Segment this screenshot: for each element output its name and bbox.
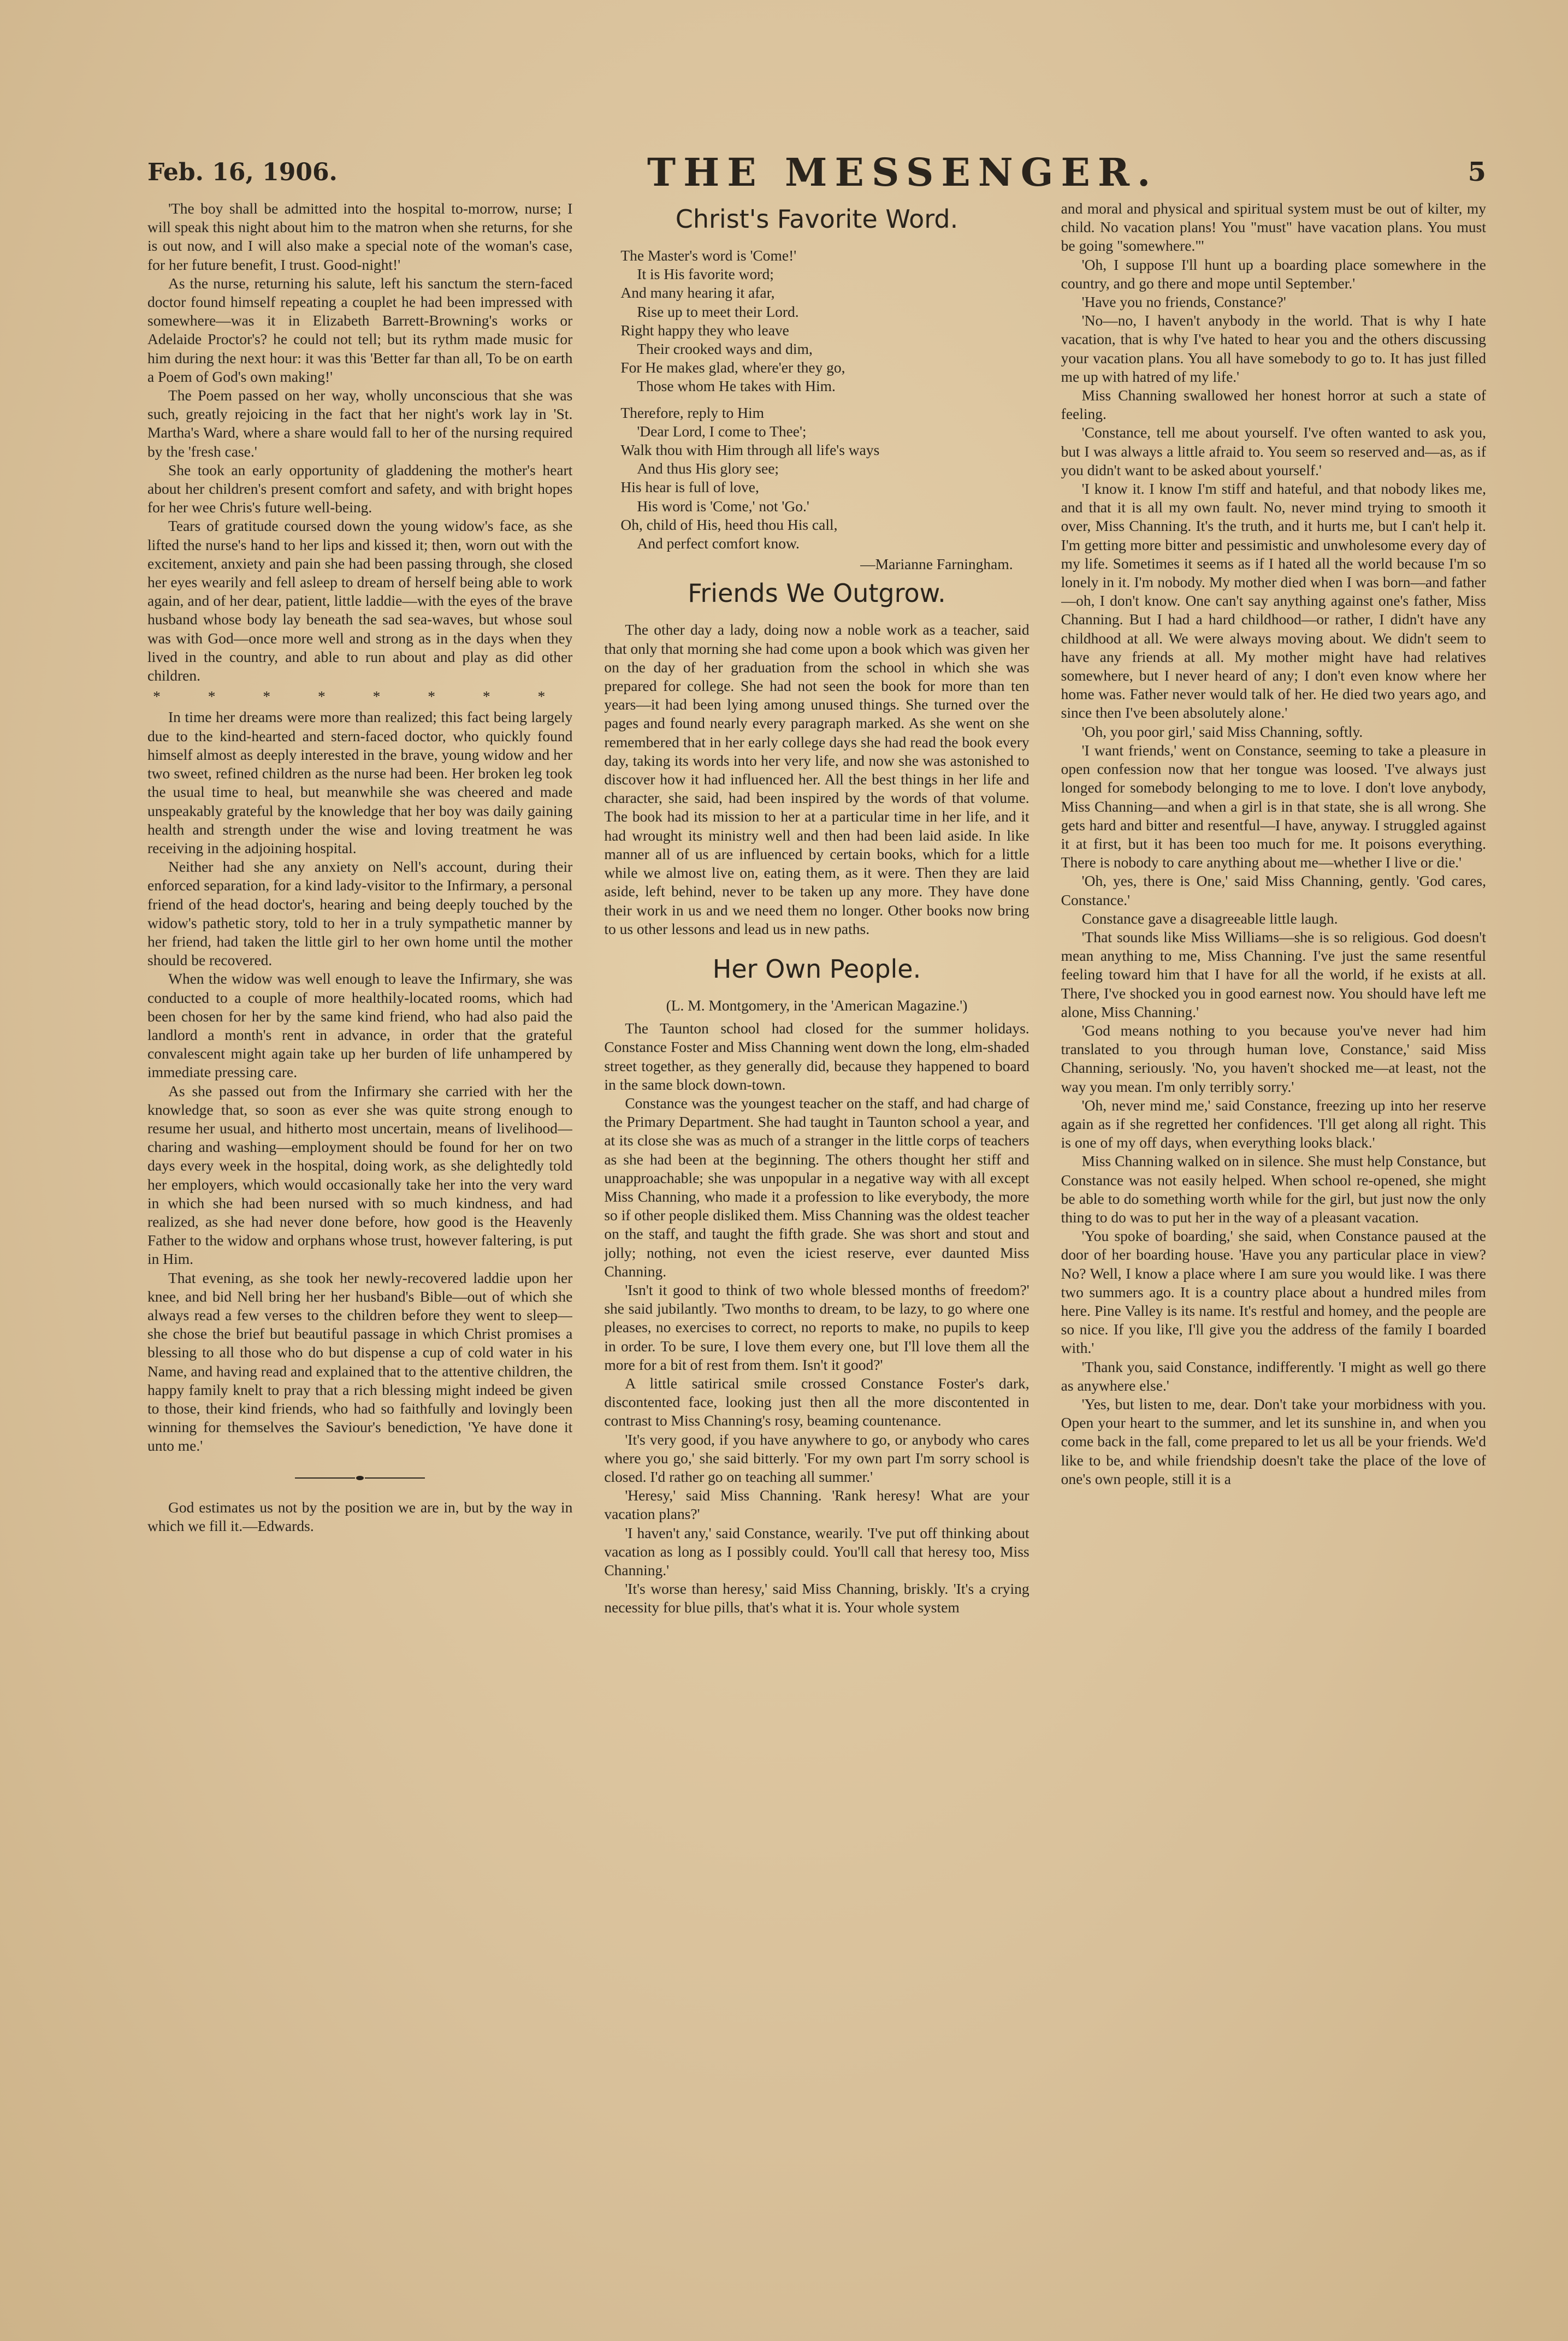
paragraph: 'Isn't it good to think of two whole blessed months of freedom?' she said jubilantly. 'Two months to dream, to be lazy, to go where one pleases, no exercises to correct, no reports to make, no pupils to keep in order. To be sure, I love them every one, but I'll love them all the more for a bit of rest from them. Isn't it good?' (604, 1281, 1029, 1373)
paragraph: She took an early opportunity of gladdening the mother's heart about her children's present comfort and safety, and with bright hopes for her wee Chris's future well-being. (147, 461, 573, 516)
closing-quote: God estimates us not by the position we are in, but by the way in which we fill it.—Edwards. (147, 1498, 573, 1535)
poem-author: —Marianne Farningham. (860, 555, 1013, 573)
issue-date: Feb. 16, 1906. (147, 158, 338, 186)
poem-line: And many hearing it afar, (620, 284, 775, 302)
paragraph: 'Oh, I suppose I'll hunt up a boarding place somewhere in the country, and go there and mope until September.' (1061, 256, 1486, 292)
paragraph: 'Oh, you poor girl,' said Miss Channing, softly. (1081, 723, 1363, 740)
paragraph: 'Thank you, said Constance, indifferently. 'I might as well go there as anywhere else.' (1061, 1358, 1486, 1394)
paragraph: 'It's worse than heresy,' said Miss Channing, briskly. 'It's a crying necessity for blue pills, that's what it is. Your whole system (604, 1580, 1029, 1616)
paragraph: 'Oh, yes, there is One,' said Miss Channing, gently. 'God cares, Constance.' (1061, 872, 1486, 908)
paragraph: Constance was the youngest teacher on the staff, and had charge of the Primary Department. She had taught in Taunton school a year, and at its close she was as much of a stranger in the little corps of teachers as she had been at the beginning. The others thought her stiff and unapproachable; she was unpopular in a negative way with all except Miss Channing, who made it a profession to like everybody, the more so if other people disliked them. Miss Channing was the oldest teacher on the staff, and taught the fifth grade. She was short and stout and jolly; nothing, not even the iciest reserve, ever daunted Miss Channing. (604, 1094, 1029, 1280)
paragraph: 'The boy shall be admitted into the hospital to-morrow, nurse; I will speak this night about him to the matron when she returns, for she is out now, and I will also make a special note of the woman's case, for her future benefit, I trust. Good-night!' (147, 200, 573, 273)
paragraph: and moral and physical and spiritual system must be out of kilter, my child. No vacation plans! You "must" have vacation plans. You must be going "somewhere."' (1061, 200, 1486, 255)
paragraph: The Taunton school had closed for the summer holidays. Constance Foster and Miss Channing went down the long, elm-shaded street together, as they generally did, because they happened to board in the same block down-town. (604, 1020, 1029, 1093)
paragraph: The Poem passed on her way, wholly unconscious that she was such, greatly rejoicing in the fact that her night's work lay in 'St. Martha's Ward, where a share would fall to her of the nursing required by the 'fresh case.' (147, 387, 573, 460)
story-source: (L. M. Montgomery, in the 'American Magazine.') (666, 996, 968, 1014)
paragraph: 'Constance, tell me about yourself. I've often wanted to ask you, but I was always a little afraid to. You seem so reserved and—as, as if you didn't want to be asked about yourself.' (1061, 424, 1486, 478)
paragraph: As she passed out from the Infirmary she carried with her the knowledge that, so soon as ever she was quite strong enough to resume her usual, and hitherto most uncertain, means of livelihood—charing and washing—employment should be found for her on two days every week in the hospital, doing work, as she delightedly told her employers, which would occasionally take her into the very ward in which she had been nursed with so much kindness, and had realized, as she had never done before, how good is the Heavenly Father to the widow and orphans whose trust, however faltering, is put in Him. (147, 1082, 573, 1268)
poem-line: His hear is full of love, (620, 478, 759, 496)
paragraph: 'You spoke of boarding,' she said, when Constance paused at the door of her boarding house. 'Have you any particular place in view? No? Well, I know a place where I am sure you would like. I was there two summers ago. It is a country place about a hundred miles from here. Pine Valley is its name. It's restful and homey, and the people are so nice. If you like, I'll give you the address of the family I boarded with.' (1061, 1227, 1486, 1357)
poem-line: And thus His glory see; (637, 460, 779, 477)
paragraph: 'Heresy,' said Miss Channing. 'Rank heresy! What are your vacation plans?' (604, 1487, 1029, 1523)
paragraph: Miss Channing walked on in silence. She must help Constance, but Constance was not easily helped. When school re-opened, she might be able to do something worth while for the girl, but just now the only thing to do was to put her in the way of a pleasant vacation. (1061, 1152, 1486, 1226)
paragraph: 'Oh, never mind me,' said Constance, freezing up into her reserve again as if she regretted her confidences. 'I'll get along all right. This is one of my off days, when everything looks black.' (1061, 1096, 1486, 1151)
paragraph: 'No—no, I haven't anybody in the world. That is why I hate vacation, that is why I've hated to hear you and the others discussing your vacation plans. You all have somebody to go to. It has just filled me up with hatred of my life.' (1061, 312, 1486, 385)
masthead: THE MESSENGER. (647, 149, 1158, 195)
paragraph: As the nurse, returning his salute, left his sanctum the stern-faced doctor found himself repeating a couplet he had been impressed with somewhere—was it in Elizabeth Barrett-Browning's works or Adelaide Proctor's? he could not tell; but its rythm made music for him during the next hour: it was this 'Better far than all, To be on earth a Poem of God's own making!' (147, 274, 573, 385)
poem-line: Those whom He takes with Him. (637, 377, 836, 395)
poem-line: And perfect comfort know. (637, 535, 800, 552)
paragraph: 'I know it. I know I'm stiff and hateful, and that nobody likes me, and that it is all my own fault. No, never mind trying to smooth it over, Miss Channing. It's the truth, and it hurts me, but I can't help it. I'm getting more bitter and pessimistic and unwholesome every day of my life. Sometimes it seems as if I hated all the world because I'm so lonely in it. I'm nobody. My mother died when I was born—and father—oh, I don't know. One can't say anything against one's father, Miss Channing. But I had a hard childhood—or rather, I didn't have any childhood at all. We were always moving about. We didn't seem to have any friends at all. My mother might have had relatives somewhere, but I never heard of any; I don't even know where her home was. Father never would talk of her. He died two years ago, and since then I've been absolutely alone.' (1061, 480, 1486, 722)
paragraph: In time her dreams were more than realized; this fact being largely due to the kind-hearted and stern-faced doctor, who quickly found himself almost as deeply interested in the brave, young widow and her two sweet, refined children as the nurse had been. Her broken leg took the usual time to heal, but meanwhile she was cheered and made unspeakably grateful by the knowledge that her boy was daily gaining health and strength under the wise and loving treatment he was receiving in the adjoining hospital. (147, 708, 573, 856)
paragraph: 'I haven't any,' said Constance, wearily. 'I've put off thinking about vacation as long as I possibly could. You'll call that heresy too, Miss Channing.' (604, 1524, 1029, 1579)
poem-line: It is His favorite word; (637, 265, 774, 283)
poem-line: The Master's word is 'Come!' (620, 247, 797, 264)
article-body-friends: The other day a lady, doing now a noble work as a teacher, said that only that morning she had come upon a book which was given her on the day of her graduation from the school in which she was prepared for college. She had not seen the book for more than ten years—it had been lying among unused things. She turned over the pages and found nearly every paragraph marked. As she went on she remembered that in her early college days she had read the book every day, taking its words into her very life, and now she was astonished to discover how it had influenced her. All the best things in her life and character, she said, had been inspired by the words of that volume. The book had its mission to her at a particular time in her life, and it had wrought its ministry well and then had been laid aside. In like manner all of us are influenced by certain books, which for a little while we almost live on, eating them, as it were. Then they are laid aside, left behind, never to be taken up any more. They have done their work in us and we need them no longer. Other books now bring to us other lessons and lead us in new paths. (604, 621, 1029, 937)
paragraph: 'That sounds like Miss Williams—she is so religious. God doesn't mean anything to me, Miss Channing. I've just the same resentful feeling toward him that I have for all the world, if he exists at all. There, I've shocked you in good earnest now. You should have left me alone, Miss Channing.' (1061, 928, 1486, 1020)
poem-line: Their crooked ways and dim, (637, 340, 813, 358)
poem-line: Rise up to meet their Lord. (637, 303, 799, 320)
paragraph: 'Yes, but listen to me, dear. Don't take your morbidness with you. Open your heart to the summer, and let its sunshine in, and when you come back in the fall, come prepared to let us all be your friends. We'd like to be, and while friendship doesn't take the place of the love of one's own people, still it is a (1061, 1396, 1486, 1487)
paragraph: That evening, as she took her newly-recovered laddie upon her knee, and bid Nell bring her her husband's Bible—out of which she always read a few verses to the children before they went to sleep—she chose the brief but beautiful passage in which Christ promises a blessing to all those who do but dispense a cup of cold water in his Name, and having read and explained that to the attentive children, the happy family knelt to pray that a rich blessing might indeed be given to those, their kind friends, who had so faithfully and lovingly been winning for themselves the Saviour's benediction, 'Ye have done it unto me.' (147, 1269, 573, 1455)
paragraph: 'I want friends,' went on Constance, seeming to take a pleasure in open confession now that her tongue was loosed. 'I've always just longed for somebody belonging to me to love. I don't love anybody, Miss Channing—and when a girl is in that state, she is all wrong. She gets hard and bitter and resentful—I have, anyway. I struggled against it at first, but it has been too much for me. It poisons everything. There is nobody to care anything about me—whether I live or die.' (1061, 741, 1486, 871)
poem-line: Oh, child of His, heed thou His call, (620, 516, 838, 533)
divider-ornament (147, 1468, 572, 1486)
column-3 (1061, 199, 1486, 2281)
poem-line (620, 396, 1029, 404)
poem-title: Christ's Favorite Word. (675, 204, 958, 234)
section-stars: * * * * * * * * (153, 688, 567, 705)
poem-line: Walk thou with Him through all life's ways (620, 441, 880, 459)
paragraph: 'It's very good, if you have anywhere to go, or anybody who cares where you go,' she said bitterly. 'For my own part I'm sorry school is closed. I'd rather go on teaching all summer.' (604, 1430, 1029, 1485)
poem-body (620, 246, 1029, 553)
page-number: 5 (1468, 157, 1486, 187)
article-title-story: Her Own People. (712, 954, 921, 984)
poem-line: Right happy they who leave (620, 321, 789, 339)
poem-line: 'Dear Lord, I come to Thee'; (637, 422, 807, 440)
poem-line: For He makes glad, where'er they go, (620, 359, 845, 376)
paragraph: When the widow was well enough to leave the Infirmary, she was conducted to a couple of more healthily-located rooms, which had been chosen for her by the same kind friend, who had also paid the landlord a month's rent in advance, in order that the grateful convalescent might again take up her burden of life unhampered by immediate pressing care. (147, 970, 573, 1081)
paragraph: A little satirical smile crossed Constance Foster's dark, discontented face, looking just then all the more discontented in contrast to Miss Channing's rosy, beaming countenance. (604, 1374, 1029, 1429)
paragraph: Tears of gratitude coursed down the young widow's face, as she lifted the nurse's hand to her lips and kissed it; then, worn out with the excitement, anxiety and pain she had been passing through, she closed her eyes wearily and fell asleep to dream of herself being able to work again, and of her dear, patient, little laddie—with the eyes of the brave husband whose body lay beneath the sad sea-waves, but whose soul was with God—once more well and strong as in the days when they lived in the country, and able to run about and play as did other children. (147, 517, 573, 684)
page-header (147, 147, 1486, 197)
columns (147, 199, 1486, 2281)
article-title-friends: Friends We Outgrow. (688, 578, 946, 608)
paragraph: 'Have you no friends, Constance?' (1081, 293, 1286, 311)
paragraph: Neither had she any anxiety on Nell's account, during their enforced separation, for a kind lady-visitor to the Infirmary, a personal friend of the head doctor's, hearing and being deeply touched by the widow's pathetic story, told to her in a truly sympathetic manner by her friend, had taken the little girl to her own home until the mother should be recovered. (147, 858, 573, 969)
column-1 (147, 199, 572, 2281)
column-2 (604, 199, 1029, 2281)
poem-line: His word is 'Come,' not 'Go.' (637, 497, 809, 515)
paragraph: Miss Channing swallowed her honest horror at such a state of feeling. (1061, 387, 1486, 423)
poem-line: Therefore, reply to Him (620, 404, 765, 421)
paragraph: 'God means nothing to you because you've never had him translated to you through human love, Constance,' said Miss Channing, seriously. 'No, you haven't shocked me—at least, not the way you mean. I'm only terribly sorry.' (1061, 1021, 1486, 1095)
paragraph: Constance gave a disagreeable little laugh. (1081, 909, 1338, 927)
